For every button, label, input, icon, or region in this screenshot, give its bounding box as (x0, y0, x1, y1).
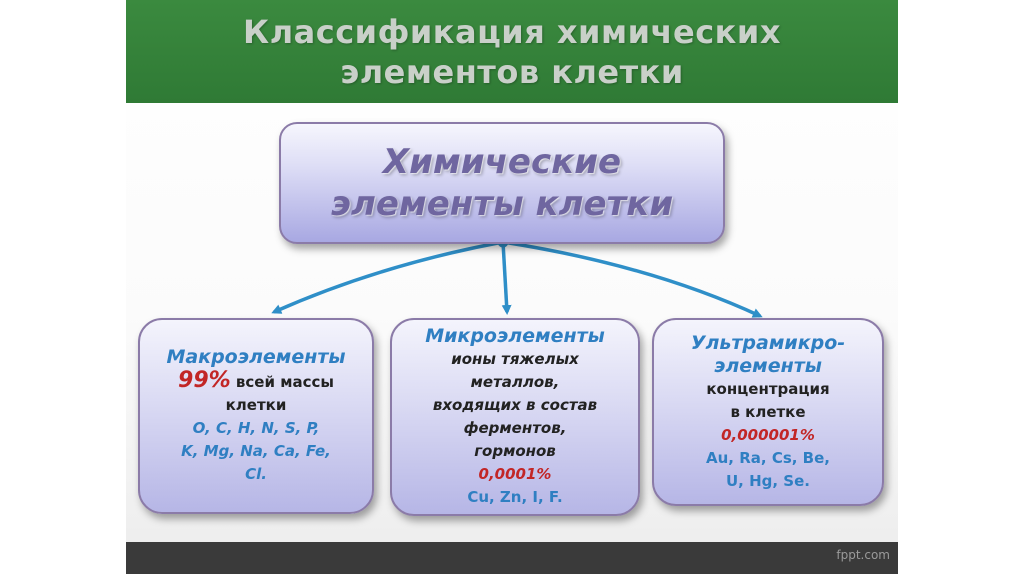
arrow-to-macro (274, 242, 503, 312)
macro-elements-3: Cl. (245, 465, 267, 483)
micro-elements: Cu, Zn, I, F. (467, 488, 563, 506)
ultra-value: 0,000001% (721, 425, 815, 444)
ultra-heading-1: Ультрамикро- (690, 331, 846, 354)
micro-text-4: ферментов, (463, 419, 567, 437)
micro-text-5: гормонов (474, 442, 556, 460)
micro-node (390, 318, 640, 516)
ultra-text-2: в клетке (730, 402, 806, 421)
macro-heading: Макроэлементы (166, 346, 346, 368)
ultra-node (652, 318, 884, 506)
micro-text-3: входящих в состав (432, 396, 598, 414)
micro-text-1: ионы тяжелых (451, 350, 579, 368)
macro-node (138, 318, 374, 514)
micro-value: 0,0001% (478, 465, 552, 483)
macro-elements-1: O, C, H, N, S, P, (192, 419, 320, 437)
macro-elements-2: K, Mg, Na, Ca, Fe, (181, 442, 331, 460)
macro-text-1: всей массы (230, 373, 334, 391)
watermark: fppt.com (836, 548, 890, 562)
micro-text-2: металлов, (470, 373, 560, 391)
ultra-text-1: концентрация (706, 379, 830, 398)
ultra-heading-2: элементы (714, 354, 822, 377)
center-node-line-1: Химические (382, 142, 622, 182)
center-node-line-2: элементы клетки (330, 184, 674, 224)
arrow-to-ultra (503, 242, 760, 316)
slide-title-line-1: Классификация химических (243, 12, 781, 51)
macro-percent: 99% (178, 368, 231, 393)
macro-text-2: клетки (225, 396, 287, 414)
arrow-to-micro (503, 242, 507, 312)
center-node (279, 122, 725, 244)
micro-heading: Микроэлементы (425, 325, 605, 347)
slide-title-line-2: элементов клетки (340, 52, 684, 91)
ultra-elements-1: Au, Ra, Cs, Be, (706, 448, 830, 467)
macro-percent-line (178, 369, 334, 394)
ultra-elements-2: U, Hg, Se. (726, 471, 810, 490)
